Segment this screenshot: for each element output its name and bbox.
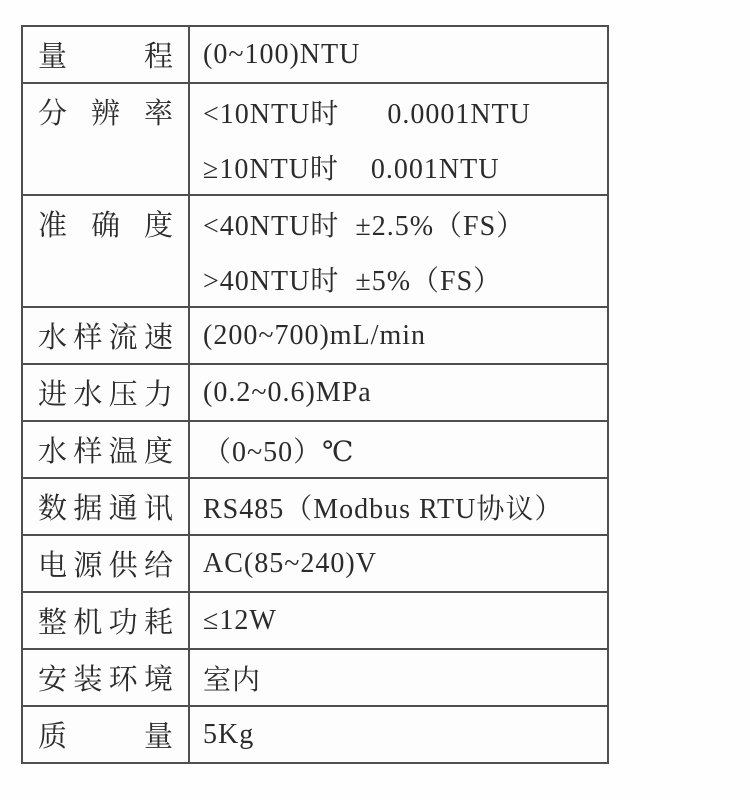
spec-parameter-label: 分 辨 率 — [38, 98, 173, 130]
spec-value-cell — [189, 706, 608, 763]
spec-row — [22, 592, 608, 649]
spec-value-line: 5Kg — [203, 718, 255, 750]
spec-parameter-label: 电 源 供 给 — [38, 550, 173, 582]
spec-row — [22, 478, 608, 535]
spec-value-cell — [189, 195, 608, 307]
spec-parameter-label: 质 量 — [38, 721, 173, 753]
spec-row — [22, 649, 608, 706]
spec-value-cell — [189, 307, 608, 364]
spec-value-line: （0~50）℃ — [203, 436, 355, 468]
spec-value-cell — [189, 478, 608, 535]
spec-value-cell — [189, 592, 608, 649]
spec-parameter-cell — [22, 83, 189, 195]
spec-table-body — [22, 26, 608, 763]
spec-parameter-cell — [22, 535, 189, 592]
spec-value-line: <40NTU时 ±2.5%（FS） — [203, 210, 526, 242]
spec-value-cell — [189, 26, 608, 83]
spec-row — [22, 421, 608, 478]
spec-value-line: AC(85~240)V — [203, 547, 377, 579]
spec-value-cell — [189, 421, 608, 478]
spec-value-cell — [189, 649, 608, 706]
spec-row — [22, 364, 608, 421]
spec-value-cell — [189, 83, 608, 195]
spec-parameter-label: 水 样 温 度 — [38, 436, 173, 468]
spec-row — [22, 307, 608, 364]
spec-row — [22, 195, 608, 307]
spec-row — [22, 83, 608, 195]
spec-table — [21, 25, 609, 764]
spec-row — [22, 26, 608, 83]
spec-parameter-cell — [22, 478, 189, 535]
spec-value-line: <10NTU时 0.0001NTU — [203, 98, 531, 130]
spec-parameter-label: 水 样 流 速 — [38, 322, 173, 354]
spec-value-line: (0~100)NTU — [203, 38, 361, 70]
spec-value-line: RS485（Modbus RTU协议） — [203, 493, 564, 525]
spec-parameter-label: 准 确 度 — [38, 210, 173, 242]
spec-value-line: 室内 — [203, 664, 262, 696]
spec-parameter-cell — [22, 649, 189, 706]
spec-parameter-label: 进 水 压 力 — [38, 379, 173, 411]
spec-parameter-cell — [22, 195, 189, 307]
spec-parameter-cell — [22, 592, 189, 649]
spec-parameter-cell — [22, 421, 189, 478]
spec-parameter-cell — [22, 26, 189, 83]
spec-parameter-label: 整 机 功 耗 — [38, 607, 173, 639]
spec-parameter-cell — [22, 307, 189, 364]
spec-parameter-label: 安 装 环 境 — [38, 664, 173, 696]
spec-value-cell — [189, 535, 608, 592]
spec-value-line: (0.2~0.6)MPa — [203, 376, 372, 408]
spec-row — [22, 535, 608, 592]
spec-value-line: ≤12W — [203, 604, 277, 636]
spec-parameter-label: 数 据 通 讯 — [38, 493, 173, 525]
spec-value-cell — [189, 364, 608, 421]
spec-parameter-cell — [22, 364, 189, 421]
spec-value-line: ≥10NTU时 0.001NTU — [203, 153, 500, 185]
spec-parameter-label: 量 程 — [38, 41, 173, 73]
spec-parameter-cell — [22, 706, 189, 763]
spec-value-line: (200~700)mL/min — [203, 319, 427, 351]
spec-row — [22, 706, 608, 763]
spec-value-line: >40NTU时 ±5%（FS） — [203, 265, 503, 297]
